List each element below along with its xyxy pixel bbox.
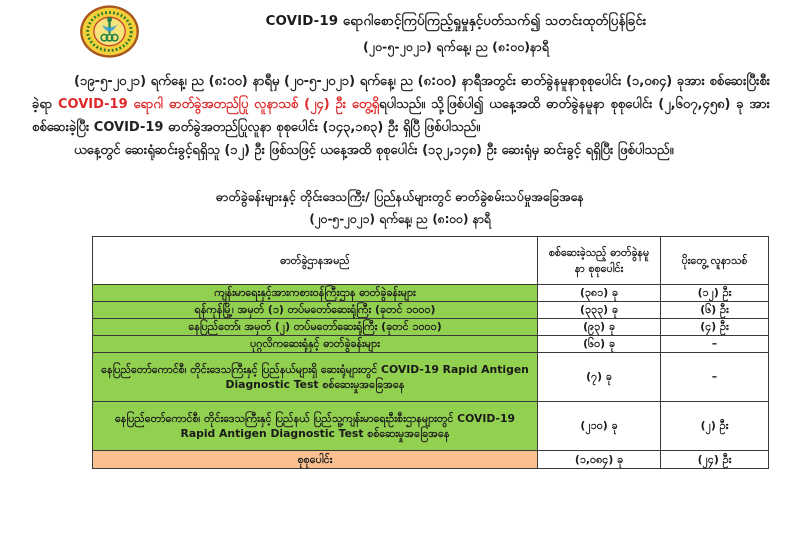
report-title: COVID-19 ရောဂါစောင့်ကြပ်ကြည့်ရှုမှုနှင့်ပတ်သက်၍ သတင်းထုတ်ပြန်ခြင်း [265,14,647,29]
positives-cell: (၆) ဦး [661,302,769,319]
table-row [93,353,769,402]
table-row [93,302,769,319]
samples-cell: (၃၈၁) ခု [538,285,661,302]
lab-name-cell: နေပြည်တော်၊ အမှတ် (၂) တပ်မတော်ဆေးရုံကြီး (ခုတင် ၁၀၀၀) [93,319,538,336]
lab-testing-table [92,236,769,469]
paragraph-summary [32,70,770,139]
ministry-seal-icon [78,4,141,59]
positives-cell: (၄) ဦး [661,319,769,336]
lab-name-cell: ရန်ကုန်မြို့၊ အမှတ် (၁) တပ်မတော်ဆေးရုံကြီး (ခုတင် ၁၀၀၀) [93,302,538,319]
total-label-cell: စုစုပေါင်း [93,451,538,469]
table-header-row [93,237,769,285]
positives-cell: (၂) ဦး [661,402,769,451]
table-total-row [93,451,769,469]
positives-cell: – [661,353,769,402]
table-title [0,187,800,229]
table-row [93,319,769,336]
header-titles [150,12,762,58]
report-header [0,0,800,60]
total-positives-cell: (၂၄) ဦး [661,451,769,469]
lab-name-cell: ကျန်းမာရေးနှင့်အားကစားဝန်ကြီးဌာန ဓာတ်ခွဲခန်းများ [93,285,538,302]
col-header-samples-tested: စစ်ဆေးခဲ့သည့် ဓာတ်ခွဲနမူနာ စုစုပေါင်း [538,237,661,285]
table-row [93,336,769,353]
col-header-lab-name: ဓာတ်ခွဲဌာနအမည် [93,237,538,285]
col-header-new-positives: ပိုးတွေ့ လူနာသစ် [661,237,769,285]
samples-cell: (၇) ခု [538,353,661,402]
total-samples-cell: (၁,၀၈၄) ခု [538,451,661,469]
paragraph1-pre: (၁၉-၅-၂၀၂၁) ရက်နေ့၊ ည (၈:၀၀) နာရီမှ (၂၀-၅-၂၀၂၁) ရက်နေ့၊ ည (၈:၀၀) နာရီအတွင်း ဓာတ်ခွဲနမူနာစုစုပေါင်း (၁,၀၈၄) ခုအား စစ်ဆေးပြီးစီးခဲ့ရာ [32,74,770,112]
table-row [93,285,769,302]
samples-cell: (၃၃၃) ခု [538,302,661,319]
table-title-line1: ဓာတ်ခွဲခန်းများနှင့် တိုင်းဒေသကြီး/ ပြည်နယ်များတွင် ဓာတ်ခွဲစမ်းသပ်မှုအခြေအနေ [216,189,584,204]
paragraph1-highlight-red: COVID-19 ရောဂါ ဓာတ်ခွဲအတည်ပြု လူနာသစ် (၂၄) ဦး တွေ့ရှိ [57,97,380,112]
samples-cell: (၉၃) ခု [538,319,661,336]
paragraph-discharge: ယနေ့တွင် ဆေးရုံဆင်းခွင့်ရရှိသူ (၁၂) ဦး ဖြစ်သဖြင့် ယနေ့အထိ စုစုပေါင်း (၁၃၂,၁၄၈) ဦး ဆေးရုံမှ ဆင်းခွင့် ရရှိပြီး ဖြစ်ပါသည်။ [74,143,674,158]
report-body [32,70,770,162]
table-row [93,402,769,451]
positives-cell: – [661,336,769,353]
paragraph1-post: ရပါသည်။ သို့ဖြစ်ပါ၍ ယနေ့အထိ ဓာတ်ခွဲနမူနာ စုစုပေါင်း (၂,၆၀၇,၄၅၈) ခု အား စစ်ဆေးခဲ့ပြီး COVID-19 ဓာတ်ခွဲအတည်ပြုလူနာ စုစုပေါင်း (၁၄၃,၁၈၃) ဦး ရှိပြီ ဖြစ်ပါသည်။ [32,97,770,135]
lab-name-cell: ပုဂ္ဂလိကဆေးရုံနှင့် ဓာတ်ခွဲခန်းများ [93,336,538,353]
report-datetime: (၂၀-၅-၂၀၂၁) ရက်နေ့၊ ည (၈:၀၀)နာရီ [363,39,549,54]
positives-cell: (၁၂) ဦး [661,285,769,302]
samples-cell: (၆၀) ခု [538,336,661,353]
lab-name-cell: နေပြည်တော်ကောင်စီ၊ တိုင်းဒေသကြီးနှင့် ပြည်နယ်များရှိ ဆေးရုံများတွင် COVID-19 Rapid Antigen Diagnostic Test စစ်ဆေးမှုအခြေအနေ [93,353,538,402]
samples-cell: (၂၁၀) ခု [538,402,661,451]
lab-name-cell: နေပြည်တော်ကောင်စီ၊ တိုင်းဒေသကြီးနှင့် ပြည်နယ် ပြည်သူ့ကျန်းမာရေးဦးစီးဌာနများတွင် COVID-19 Rapid Antigen Diagnostic Test စစ်ဆေးမှုအခြေအနေ [93,402,538,451]
table-title-line2: (၂၀-၅-၂၀၂၁) ရက်နေ့၊ ည (၈:၀၀) နာရီ [309,212,491,226]
